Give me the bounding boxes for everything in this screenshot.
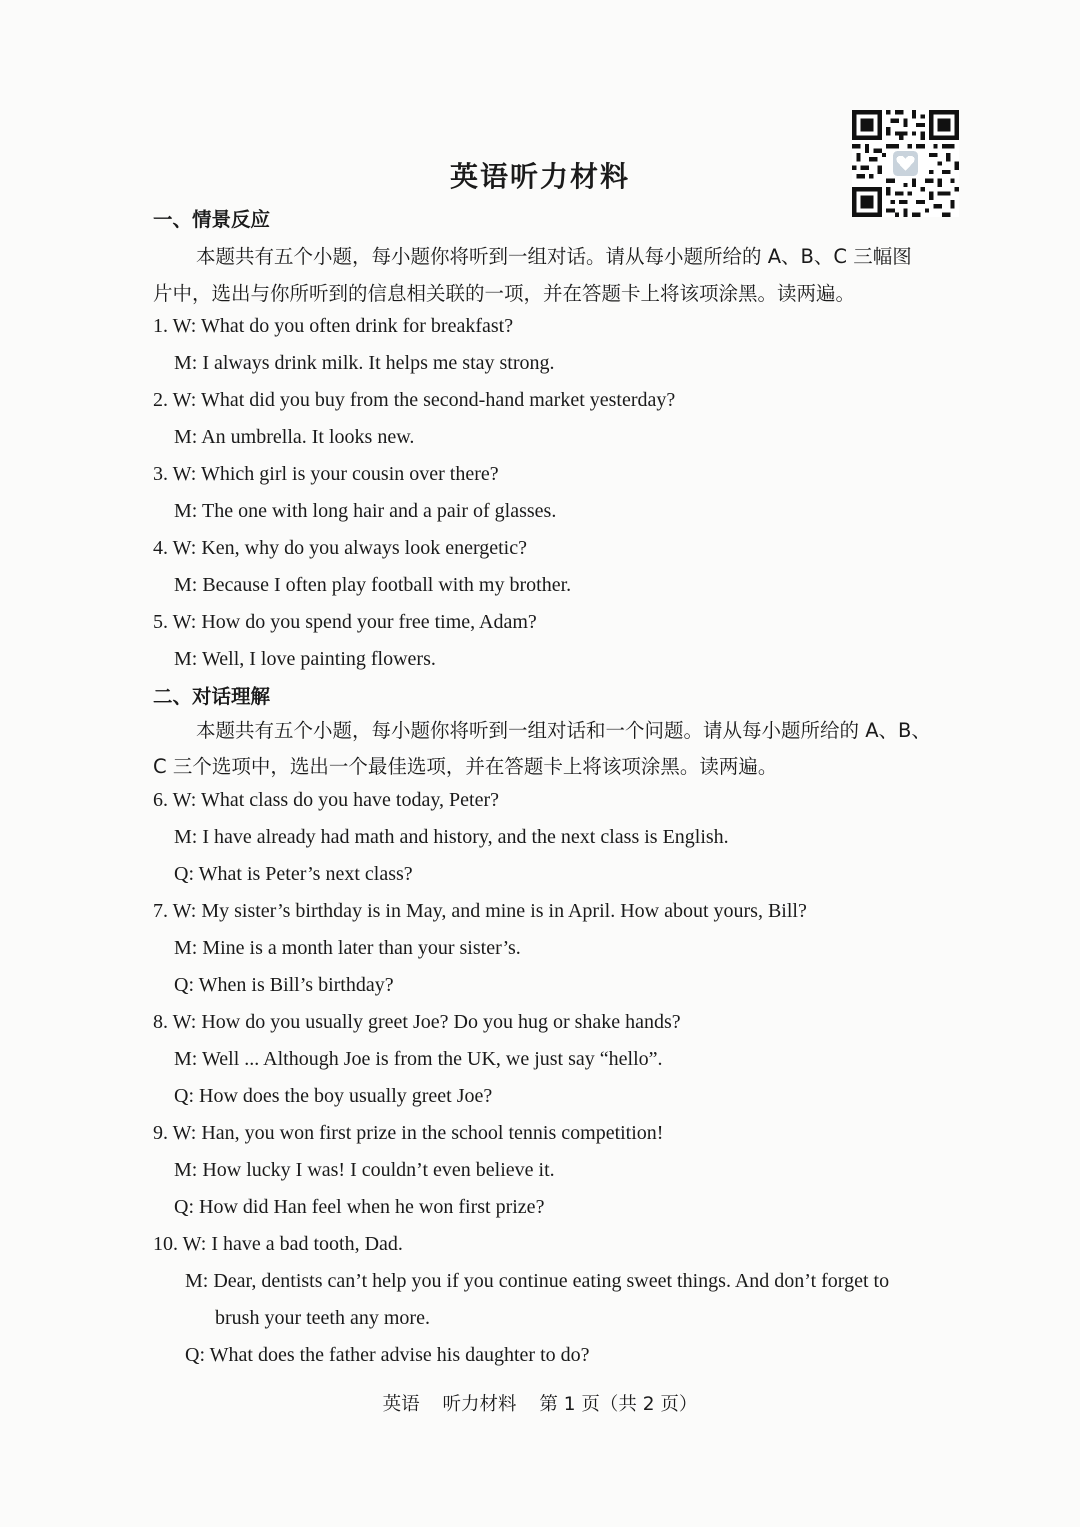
section1-instruction-line2: 片中，选出与你所听到的信息相关联的一项，并在答题卡上将该项涂黑。读两遍。	[153, 282, 856, 305]
item1-w: 1. W: What do you often drink for breakfast?	[153, 315, 514, 337]
section2-instruction-line1: 本题共有五个小题，每小题你将听到一组对话和一个问题。请从每小题所给的 A、B、	[196, 719, 931, 742]
item6-q: Q: What is Peter’s next class?	[174, 863, 413, 885]
item10-w: 10. W: I have a bad tooth, Dad.	[153, 1233, 403, 1255]
item1-m: M: I always drink milk. It helps me stay strong.	[174, 352, 555, 374]
footer-page-number: 第 1 页（共 2 页）	[539, 1394, 698, 1415]
page-footer	[0, 1390, 1080, 1416]
item4-m: M: Because I often play football with my brother.	[174, 574, 572, 596]
item3-m: M: The one with long hair and a pair of glasses.	[174, 500, 557, 522]
footer-material: 听力材料	[442, 1394, 517, 1415]
item6-w: 6. W: What class do you have today, Peter?	[153, 789, 500, 811]
item6-m: M: I have already had math and history, and the next class is English.	[174, 826, 729, 848]
section1-heading: 一、情景反应	[153, 208, 271, 231]
item8-m: M: Well ... Although Joe is from the UK, we just say “hello”.	[174, 1048, 663, 1070]
item7-m: M: Mine is a month later than your sister’s.	[174, 937, 521, 959]
item8-w: 8. W: How do you usually greet Joe? Do you hug or shake hands?	[153, 1011, 681, 1033]
item2-m: M: An umbrella. It looks new.	[174, 426, 415, 448]
item5-m: M: Well, I love painting flowers.	[174, 648, 436, 670]
section2-instruction-line2: C 三个选项中，选出一个最佳选项，并在答题卡上将该项涂黑。读两遍。	[153, 755, 778, 778]
section1-instruction-line1: 本题共有五个小题，每小题你将听到一组对话。请从每小题所给的 A、B、C 三幅图	[196, 245, 912, 268]
item8-q: Q: How does the boy usually greet Joe?	[174, 1085, 493, 1107]
item3-w: 3. W: Which girl is your cousin over there?	[153, 463, 499, 485]
footer-subject: 英语	[382, 1394, 420, 1415]
item2-w: 2. W: What did you buy from the second-hand market yesterday?	[153, 389, 676, 411]
item7-w: 7. W: My sister’s birthday is in May, and mine is in April. How about yours, Bill?	[153, 900, 807, 922]
item5-w: 5. W: How do you spend your free time, Adam?	[153, 611, 537, 633]
item10-m: M: Dear, dentists can’t help you if you continue eating sweet things. And don’t forget to	[185, 1270, 890, 1292]
item9-q: Q: How did Han feel when he won first prize?	[174, 1196, 545, 1218]
section2-heading: 二、对话理解	[153, 685, 271, 708]
item4-w: 4. W: Ken, why do you always look energetic?	[153, 537, 527, 559]
item7-q: Q: When is Bill’s birthday?	[174, 974, 394, 996]
item9-m: M: How lucky I was! I couldn’t even believe it.	[174, 1159, 555, 1181]
page-title: 英语听力材料	[449, 160, 630, 193]
item10-m-continued: brush your teeth any more.	[215, 1307, 430, 1329]
item9-w: 9. W: Han, you won first prize in the school tennis competition!	[153, 1122, 664, 1144]
item10-q: Q: What does the father advise his daughter to do?	[185, 1344, 590, 1366]
